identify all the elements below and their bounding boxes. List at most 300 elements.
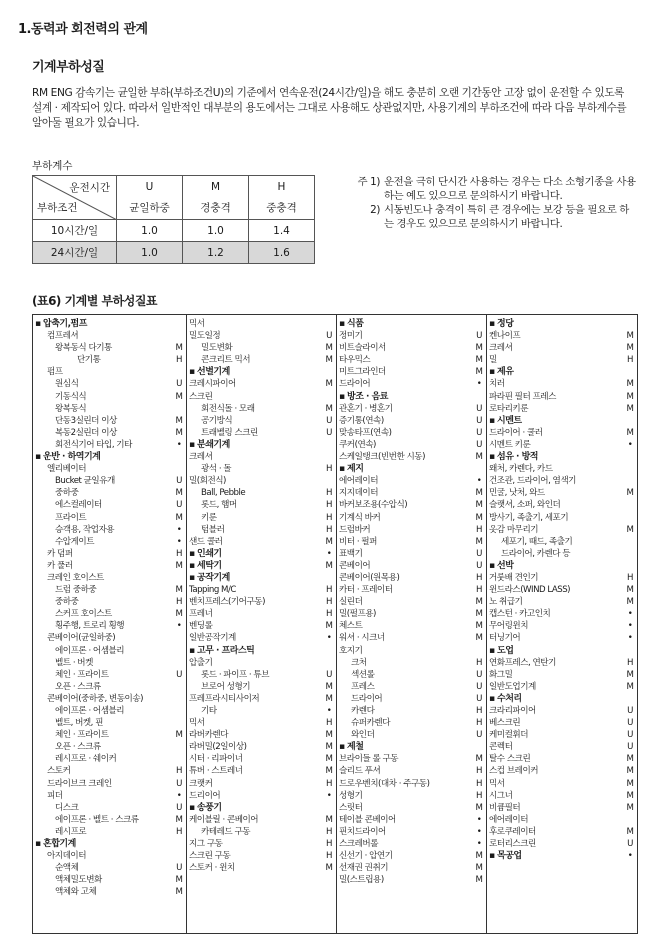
category-row bbox=[187, 802, 336, 814]
category-row bbox=[187, 572, 336, 584]
machine-row bbox=[187, 778, 336, 790]
load-code: H bbox=[326, 778, 332, 789]
machine-row bbox=[487, 802, 637, 814]
category-row bbox=[487, 415, 637, 427]
machine-row bbox=[33, 741, 186, 753]
machine-row bbox=[337, 439, 486, 451]
machine-row bbox=[33, 354, 186, 366]
machine-row bbox=[33, 850, 186, 862]
category-row bbox=[337, 741, 486, 753]
machine-name: 카터 · 프레이터 bbox=[339, 585, 393, 596]
load-code: U bbox=[476, 548, 482, 559]
category-row bbox=[487, 560, 637, 572]
load-code: M bbox=[626, 585, 634, 596]
machine-name: 트래벨링 스크린 bbox=[201, 427, 258, 438]
machine-name: 쿠커(연속) bbox=[339, 439, 376, 450]
machine-name: 노 취급기 bbox=[489, 597, 523, 608]
machine-name: 운반 · 하역기계 bbox=[43, 452, 101, 463]
load-code: M bbox=[475, 802, 483, 813]
machine-name: 크랫커 bbox=[189, 778, 213, 789]
table-row: 24시간/일 1.0 1.2 1.6 bbox=[33, 242, 315, 264]
load-code: H bbox=[326, 597, 332, 608]
machine-name: 실린더 bbox=[339, 597, 363, 608]
machine-name: 로터리스크린 bbox=[489, 839, 536, 850]
load-code: U bbox=[476, 331, 482, 342]
bullet-icon: ▪ bbox=[35, 839, 41, 850]
machine-row bbox=[187, 765, 336, 777]
machine-name: 정미기 bbox=[339, 331, 363, 342]
machine-row bbox=[487, 657, 637, 669]
machine-row bbox=[33, 403, 186, 415]
load-code: U bbox=[476, 427, 482, 438]
load-code: M bbox=[626, 343, 634, 354]
load-code: M bbox=[175, 488, 183, 499]
load-code: U bbox=[476, 415, 482, 426]
machine-name: 관혼기 · 병혼기 bbox=[339, 403, 393, 414]
machine-name: 옷감 마무리기 bbox=[489, 524, 539, 535]
load-code: • bbox=[326, 706, 332, 716]
load-code: M bbox=[626, 681, 634, 692]
machine-name: 회전식기어 타입, 기타 bbox=[55, 439, 132, 450]
machine-name: 공기방식 bbox=[201, 415, 233, 426]
machine-row bbox=[337, 693, 486, 705]
machine-column bbox=[33, 315, 187, 933]
machine-name: 슬랫셔, 소퍼, 와인더 bbox=[489, 500, 561, 511]
machine-row bbox=[487, 729, 637, 741]
machine-name: 단기통 bbox=[77, 355, 101, 366]
machine-row bbox=[33, 560, 186, 572]
machine-name: 핀치드라이어 bbox=[339, 826, 386, 837]
machine-name: 비큠필터 bbox=[489, 802, 521, 813]
bullet-icon: ▪ bbox=[189, 645, 195, 656]
section-title: 기계부하성질 bbox=[32, 60, 105, 75]
load-code: M bbox=[175, 512, 183, 523]
machine-column bbox=[487, 315, 637, 933]
machine-row bbox=[337, 354, 486, 366]
machine-row bbox=[33, 330, 186, 342]
machine-name: 벨트, 버켓, 핀 bbox=[55, 718, 103, 729]
load-code: M bbox=[175, 560, 183, 571]
machine-row bbox=[487, 330, 637, 342]
machine-row bbox=[487, 620, 637, 632]
machine-name: 민굴, 낫처, 와드 bbox=[489, 488, 545, 499]
load-code: M bbox=[325, 343, 333, 354]
machine-row bbox=[337, 524, 486, 536]
machine-name: 탈수 스크린 bbox=[489, 754, 531, 765]
machine-name: 벨트 · 버켓 bbox=[55, 657, 93, 668]
load-code: H bbox=[176, 355, 182, 366]
machine-name: 라버밀(2일이상) bbox=[189, 742, 247, 753]
machine-name: 세포기, 때드, 족출기 bbox=[501, 536, 573, 547]
machine-name: 도업 bbox=[497, 645, 514, 656]
load-code: M bbox=[175, 887, 183, 898]
machine-name: 건조관, 드라이어, 염색기 bbox=[489, 476, 576, 487]
category-row bbox=[487, 318, 637, 330]
machine-row bbox=[33, 874, 186, 886]
load-code: H bbox=[476, 524, 482, 535]
machine-row bbox=[33, 415, 186, 427]
machine-name: 엘리베이터 bbox=[47, 464, 87, 475]
machine-row bbox=[337, 548, 486, 560]
machine-row bbox=[187, 657, 336, 669]
machine-name: 바커보조용(수압식) bbox=[339, 500, 408, 511]
load-code: M bbox=[325, 693, 333, 704]
machine-name: 시터 · 리파이너 bbox=[189, 754, 243, 765]
load-code: M bbox=[475, 621, 483, 632]
machine-table-title: (표6) 기계별 부하성질표 bbox=[32, 294, 158, 308]
machine-row bbox=[337, 620, 486, 632]
load-code: U bbox=[326, 427, 332, 438]
machine-name: 캡스턴 · 카고인치 bbox=[489, 609, 551, 620]
machine-row bbox=[33, 378, 186, 390]
machine-name: 오픈 · 스크류 bbox=[55, 681, 101, 692]
machine-name: 회전식돌 · 모래 bbox=[201, 403, 255, 414]
machine-column bbox=[337, 315, 487, 933]
load-code: H bbox=[326, 500, 332, 511]
machine-row bbox=[487, 826, 637, 838]
machine-name: 프레스 bbox=[351, 681, 375, 692]
machine-name: 기계식 바커 bbox=[339, 512, 381, 523]
machine-row bbox=[337, 717, 486, 729]
machine-name: 액체밀도변화 bbox=[55, 875, 102, 886]
machine-name: 후로쿠레이터 bbox=[489, 826, 536, 837]
load-code: H bbox=[476, 790, 482, 801]
load-code: M bbox=[325, 621, 333, 632]
load-code: M bbox=[325, 379, 333, 390]
machine-name: 믹서 bbox=[189, 718, 205, 729]
load-code: • bbox=[627, 439, 633, 450]
machine-row bbox=[33, 778, 186, 790]
intro-paragraph: RM ENG 감속기는 균일한 부하(부하조건U)의 기준에서 연속운전(24시간/일)을 해도 충분히 오랜 기간동안 고장 없이 운전할 수 있도록 설계 · 제작되어 있다. 따라서 일반적인 대부분의 용도에서는 그대로 사용해도 상관없지만, 사용기계의 부하조건에 따라 다음 부하계수를 알아둘 필요가 있습니다. bbox=[32, 87, 627, 129]
machine-name: 프라이트 bbox=[55, 512, 87, 523]
machine-row bbox=[187, 427, 336, 439]
load-code: • bbox=[326, 790, 332, 801]
load-factor-table bbox=[32, 175, 315, 264]
machine-row bbox=[187, 620, 336, 632]
load-code: M bbox=[325, 814, 333, 825]
machine-name: 수압게이트 bbox=[55, 536, 95, 547]
load-code: M bbox=[325, 863, 333, 874]
category-row bbox=[487, 645, 637, 657]
machine-name: 프레너 bbox=[189, 609, 213, 620]
bullet-icon: ▪ bbox=[339, 742, 345, 753]
load-code: M bbox=[475, 500, 483, 511]
machine-name: 왕복동식 bbox=[55, 403, 87, 414]
machine-name: 베스크린 bbox=[489, 718, 521, 729]
machine-row bbox=[187, 862, 336, 874]
machine-row bbox=[487, 524, 637, 536]
machine-name: 지지데이터 bbox=[339, 488, 379, 499]
machine-row bbox=[337, 608, 486, 620]
machine-name: 순액체 bbox=[55, 863, 79, 874]
machine-name: 켄나이프 bbox=[489, 331, 521, 342]
load-code: M bbox=[626, 754, 634, 765]
machine-row bbox=[337, 862, 486, 874]
load-code: M bbox=[325, 730, 333, 741]
machine-name: 혼합기계 bbox=[43, 839, 76, 850]
machine-row bbox=[187, 753, 336, 765]
machine-name: 드라이어 bbox=[351, 693, 383, 704]
machine-name: 성형기 bbox=[339, 790, 363, 801]
bullet-icon: ▪ bbox=[489, 452, 495, 463]
load-code: M bbox=[325, 536, 333, 547]
machine-row bbox=[337, 451, 486, 463]
load-code: U bbox=[326, 669, 332, 680]
machine-row bbox=[33, 729, 186, 741]
machine-name: 공작기계 bbox=[197, 572, 230, 583]
load-code: M bbox=[175, 814, 183, 825]
load-code: • bbox=[176, 439, 182, 450]
load-code: H bbox=[476, 706, 482, 716]
machine-name: 목공업 bbox=[497, 851, 522, 862]
load-code: H bbox=[627, 657, 633, 668]
bullet-icon: ▪ bbox=[35, 319, 41, 329]
category-row bbox=[33, 838, 186, 850]
load-code: M bbox=[475, 512, 483, 523]
machine-row bbox=[337, 499, 486, 511]
machine-row bbox=[33, 342, 186, 354]
bullet-icon: ▪ bbox=[189, 439, 195, 450]
load-code: U bbox=[326, 331, 332, 342]
machine-name: 에어레이터 bbox=[489, 814, 529, 825]
bullet-icon: ▪ bbox=[339, 464, 345, 475]
machine-row bbox=[337, 403, 486, 415]
load-code: M bbox=[325, 742, 333, 753]
load-code: H bbox=[476, 766, 482, 777]
load-code: M bbox=[325, 754, 333, 765]
machine-row bbox=[487, 765, 637, 777]
machine-row bbox=[487, 608, 637, 620]
machine-name: 지그 구동 bbox=[189, 839, 223, 850]
machine-row bbox=[187, 378, 336, 390]
machine-row bbox=[187, 536, 336, 548]
machine-row bbox=[487, 536, 637, 548]
load-code: M bbox=[626, 802, 634, 813]
machine-name: 스크린 bbox=[189, 391, 213, 402]
page-title: 1.동력과 회전력의 관계 bbox=[18, 22, 148, 37]
machine-row bbox=[33, 524, 186, 536]
machine-load-table bbox=[32, 314, 638, 934]
machine-row bbox=[337, 560, 486, 572]
machine-name: 방조 · 음료 bbox=[347, 391, 388, 402]
load-code: M bbox=[626, 524, 634, 535]
load-code: U bbox=[627, 718, 633, 729]
machine-row bbox=[187, 415, 336, 427]
load-code: U bbox=[627, 730, 633, 741]
load-code: • bbox=[476, 814, 482, 825]
load-code: • bbox=[176, 524, 182, 535]
load-code: H bbox=[176, 766, 182, 777]
machine-name: 스크레버롤 bbox=[339, 839, 379, 850]
machine-row bbox=[337, 572, 486, 584]
load-code: M bbox=[175, 730, 183, 741]
machine-row bbox=[33, 512, 186, 524]
machine-row bbox=[187, 826, 336, 838]
load-code: U bbox=[476, 669, 482, 680]
machine-row bbox=[487, 463, 637, 475]
note-item: 주 1) 운전을 극히 단시간 사용하는 경우는 다소 소형기종을 사용하는 예도 있으므로 문의하시기 바랍니다. bbox=[357, 176, 636, 202]
machine-row bbox=[187, 403, 336, 415]
load-code: H bbox=[326, 512, 332, 523]
machine-name: 아지데이터 bbox=[47, 851, 87, 862]
machine-name: 콘베이어(원목용) bbox=[339, 572, 400, 583]
machine-name: 일반공작기계 bbox=[189, 633, 236, 644]
load-code: M bbox=[626, 778, 634, 789]
bullet-icon: ▪ bbox=[189, 802, 195, 813]
machine-row bbox=[187, 790, 336, 802]
load-code: • bbox=[627, 609, 633, 620]
load-code: • bbox=[476, 839, 482, 850]
machine-name: 제철 bbox=[347, 742, 364, 753]
machine-name: 라버카렌다 bbox=[189, 730, 229, 741]
machine-name: 횡주행, 트로리 횡행 bbox=[55, 621, 125, 632]
machine-row bbox=[33, 584, 186, 596]
machine-row bbox=[33, 596, 186, 608]
machine-row bbox=[187, 524, 336, 536]
machine-row bbox=[487, 584, 637, 596]
machine-name: 방사기, 족출기, 세포기 bbox=[489, 512, 569, 523]
machine-row bbox=[187, 850, 336, 862]
machine-row bbox=[487, 548, 637, 560]
machine-row bbox=[187, 451, 336, 463]
machine-name: 비터 · 펄퍼 bbox=[339, 536, 377, 547]
load-code: H bbox=[326, 718, 332, 729]
machine-row bbox=[187, 693, 336, 705]
machine-name: 시그너 bbox=[489, 790, 513, 801]
machine-name: 시멘트 bbox=[497, 415, 522, 426]
machine-name: 스크린 구동 bbox=[189, 851, 231, 862]
machine-name: 텀블러 bbox=[201, 524, 225, 535]
load-code: M bbox=[325, 766, 333, 777]
load-code: M bbox=[175, 427, 183, 438]
machine-row bbox=[337, 330, 486, 342]
category-row bbox=[33, 318, 186, 330]
machine-name: 스커프 호이스트 bbox=[55, 609, 112, 620]
machine-name: 왜처, 카렌다, 카드 bbox=[489, 464, 553, 475]
machine-name: 단동3실린더 이상 bbox=[55, 415, 117, 426]
category-row bbox=[33, 451, 186, 463]
load-code: U bbox=[476, 439, 482, 450]
load-code: H bbox=[176, 597, 182, 608]
machine-name: 체스트 bbox=[339, 621, 363, 632]
machine-row bbox=[487, 487, 637, 499]
machine-name: 수처리 bbox=[497, 693, 522, 704]
machine-name: Tapping M/C bbox=[189, 585, 236, 596]
load-code: M bbox=[475, 609, 483, 620]
machine-name: 표백기 bbox=[339, 548, 363, 559]
load-code: M bbox=[475, 851, 483, 862]
machine-row bbox=[33, 790, 186, 802]
machine-row bbox=[33, 645, 186, 657]
load-code: H bbox=[326, 609, 332, 620]
load-code: H bbox=[476, 585, 482, 596]
category-row bbox=[487, 451, 637, 463]
table-corner-cell bbox=[33, 176, 117, 220]
machine-name: 윈드라스(WIND LASS) bbox=[489, 585, 570, 596]
load-code: U bbox=[476, 403, 482, 414]
load-code: M bbox=[626, 331, 634, 342]
machine-row bbox=[187, 342, 336, 354]
load-code: M bbox=[175, 391, 183, 402]
load-code: H bbox=[326, 851, 332, 862]
machine-name: 에이프론 · 어셈블리 bbox=[55, 645, 125, 656]
machine-name: 기동식식 bbox=[55, 391, 87, 402]
machine-name: 콘크리트 믹서 bbox=[201, 355, 251, 366]
machine-name: 크레셔 bbox=[189, 452, 213, 463]
machine-row bbox=[187, 729, 336, 741]
machine-name: 복동2실린더 이상 bbox=[55, 427, 117, 438]
load-code: M bbox=[475, 536, 483, 547]
machine-row bbox=[33, 657, 186, 669]
machine-name: 스컵 브레이커 bbox=[489, 766, 539, 777]
machine-name: 일반도업기계 bbox=[489, 681, 536, 692]
load-code: H bbox=[326, 585, 332, 596]
machine-name: 중하중 bbox=[55, 597, 79, 608]
load-code: M bbox=[325, 560, 333, 571]
machine-row bbox=[187, 705, 336, 717]
machine-name: 스토커 bbox=[47, 766, 71, 777]
machine-name: 믹서 bbox=[189, 319, 205, 329]
column-header: M 경충격 bbox=[183, 176, 249, 220]
machine-row bbox=[187, 487, 336, 499]
load-code: M bbox=[626, 669, 634, 680]
load-code: H bbox=[326, 488, 332, 499]
machine-row bbox=[187, 838, 336, 850]
load-code: H bbox=[326, 524, 332, 535]
machine-name: 크라리파이어 bbox=[489, 706, 536, 716]
machine-name: 콘베이어(중하중, 변동이송) bbox=[47, 693, 143, 704]
machine-row bbox=[337, 427, 486, 439]
load-code: U bbox=[476, 560, 482, 571]
machine-name: 슈퍼카렌다 bbox=[351, 718, 391, 729]
bullet-icon: ▪ bbox=[339, 319, 345, 329]
machine-name: 승객용, 작업자용 bbox=[55, 524, 115, 535]
machine-row bbox=[487, 778, 637, 790]
bullet-icon: ▪ bbox=[189, 560, 195, 571]
machine-name: 시멘트 키룬 bbox=[489, 439, 531, 450]
load-code: M bbox=[626, 790, 634, 801]
machine-row bbox=[337, 584, 486, 596]
load-code: M bbox=[475, 355, 483, 366]
machine-row bbox=[487, 499, 637, 511]
machine-row bbox=[187, 499, 336, 511]
load-code: U bbox=[627, 706, 633, 716]
machine-row bbox=[33, 669, 186, 681]
machine-row bbox=[487, 838, 637, 850]
machine-row bbox=[187, 512, 336, 524]
load-code: M bbox=[475, 452, 483, 463]
load-code: M bbox=[325, 355, 333, 366]
machine-name: 인쇄기 bbox=[197, 548, 222, 559]
machine-row bbox=[337, 838, 486, 850]
machine-name: 타우믹스 bbox=[339, 355, 371, 366]
machine-name: 제유 bbox=[497, 367, 514, 378]
load-code: U bbox=[176, 476, 182, 487]
machine-row bbox=[487, 512, 637, 524]
machine-row bbox=[187, 354, 336, 366]
load-code: H bbox=[176, 826, 182, 837]
machine-row bbox=[337, 778, 486, 790]
load-code: H bbox=[476, 718, 482, 729]
machine-name: 드라이브크 크레인 bbox=[47, 778, 112, 789]
machine-row bbox=[337, 657, 486, 669]
machine-row bbox=[487, 354, 637, 366]
machine-row bbox=[33, 391, 186, 403]
bullet-icon: ▪ bbox=[189, 572, 195, 583]
machine-row bbox=[487, 632, 637, 644]
machine-row bbox=[33, 632, 186, 644]
machine-row bbox=[33, 693, 186, 705]
